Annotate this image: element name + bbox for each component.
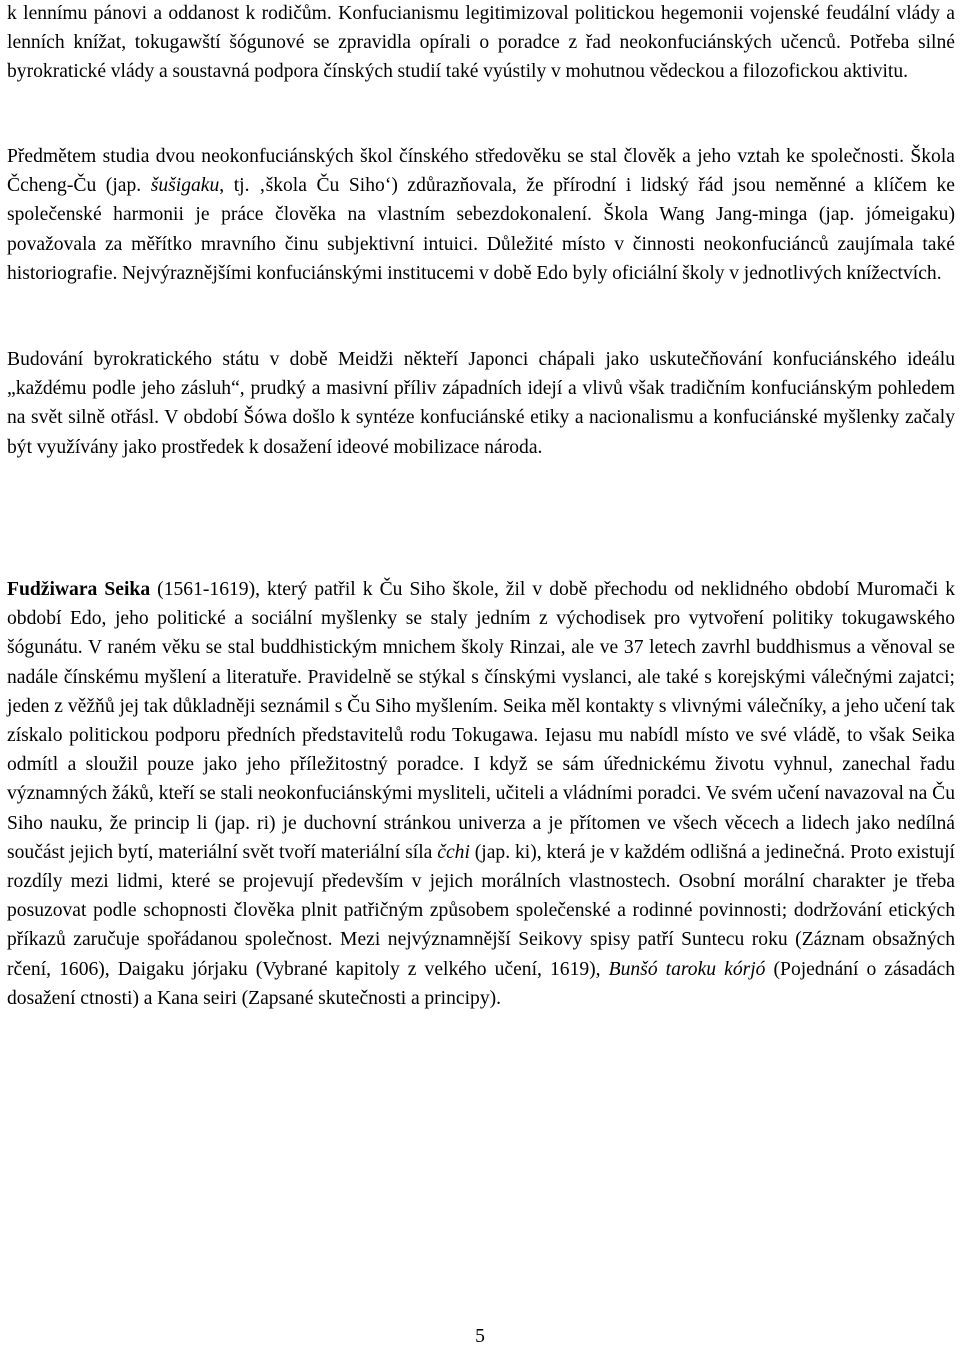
- paragraph-4: [7, 575, 955, 1013]
- paragraph-2-text-b: , tj. ‚škola Ču Siho‘) zdůrazňovala, že přírodní i lidský řád jsou neměnné a klíčem ke společenské harmonii je práce člověka na vlastním sebezdokonalení. Škola Wang Jang-minga (jap. jómeigaku) považovala za měřítko mravního činu subjektivní intuici. Důležité místo v činnosti neokonfuciánců zaujímala také historiografie. Nejvýraznějšími konfuciánskými institucemi v době Edo byly oficiální školy v jednotlivých knížectvích.: [7, 175, 955, 284]
- paragraph-2: [7, 142, 955, 288]
- paragraph-2-italic-term: šušigaku: [150, 175, 220, 197]
- paragraph-3-text: Budování byrokratického státu v době Meidži někteří Japonci chápali jako uskutečňování konfuciánského ideálu „každému podle jeho zásluh“, prudký a masivní příliv západních idejí a vlivů však tradičním konfuciánským pohledem na svět silně otřásl. V období Šówa došlo k syntéze konfuciánské etiky a nacionalismu a konfuciánské myšlenky začaly být využívány jako prostředek k dosažení ideové mobilizace národa.: [7, 349, 955, 458]
- paragraph-4-text-c: (Pojednání o zásadách dosažení ctnosti) a Kana seiri (Zapsané skutečnosti a principy).: [7, 958, 955, 1009]
- paragraph-4-bold-name: Fudžiwara Seika: [7, 579, 151, 600]
- paragraph-1-text: k lennímu pánovi a oddanost k rodičům. Konfucianismu legitimizoval politickou hegemonii vojenské feudální vlády a lenních knížat, tokugawští šógunové se zpravidla opírali o poradce z řad neokonfuciánských učenců. Potřeba silné byrokratické vlády a soustavná podpora čínských studií také vyústily v mohutnou vědeckou a filozofickou aktivitu.: [7, 3, 955, 83]
- paragraph-4-text-b: (jap. ki), která je v každém odlišná a jedinečná. Proto existují rozdíly mezi lidmi, které se projevují především v jejich morálních vlastnostech. Osobní morální charakter je třeba posuzovat podle schopnosti člověka plnit patřičným způsobem společenské a rodinné povinnosti; dodržování etických příkazů zaručuje spořádanou společnost. Mezi nejvýznamnější Seikovy spisy patří Suntecu roku (Záznam obsažných rčení, 1606), Daigaku jórjaku (Vybrané kapitoly z velkého učení, 1619),: [7, 841, 956, 980]
- paragraph-1: [7, 0, 955, 87]
- paragraph-4-text-a: (1561-1619), který patřil k Ču Siho škole, žil v době přechodu od neklidného období Muromači k období Edo, jeho politické a sociální myšlenky se staly jedním z východisek pro vytvoření politiky tokugawského šógunátu. V raném věku se stal buddhistickým mnichem školy Rinzai, ale ve 37 letech zavrhl buddhismus a věnoval se nadále čínskému myšlení a literatuře. Pravidelně se stýkal s čínskými vyslanci, ale také s korejskými válečnými zajatci; jeden z věžňů jej tak důkladněji seznámil s Ču Siho myšlením. Seika měl kontakty s vlivnými válečníky, a jeho učení tak získalo politickou podporu předních představitelů rodu Tokugawa. Iejasu mu nabídl místo ve své vládě, to však Seika odmítl a sloužil pouze jako jeho příležitostný poradce. I když se sám úřednickému životu vyhnul, zanechal řadu významných žáků, kteří se stali neokonfuciánskými mysliteli, učiteli a vládními poradci. Ve svém učení navazoval na Ču Siho nauku, že princip li (jap. ri) je duchovní stránkou univerza a je přítomen ve všech věcech a lidech jako nedílná součást jejich bytí, materiální svět tvoří materiální síla: [7, 579, 955, 863]
- page-number: 5: [475, 1326, 485, 1347]
- paragraph-4-italic-term-1: čchi: [437, 841, 470, 863]
- paragraph-2-text-a: Předmětem studia dvou neokonfuciánských škol čínského středověku se stal člověk a jeho vztah ke společnosti. Škola Čcheng-Ču (jap.: [7, 146, 955, 197]
- paragraph-4-italic-term-2: Bunšó taroku kórjó: [608, 958, 766, 980]
- paragraph-3: [7, 345, 955, 462]
